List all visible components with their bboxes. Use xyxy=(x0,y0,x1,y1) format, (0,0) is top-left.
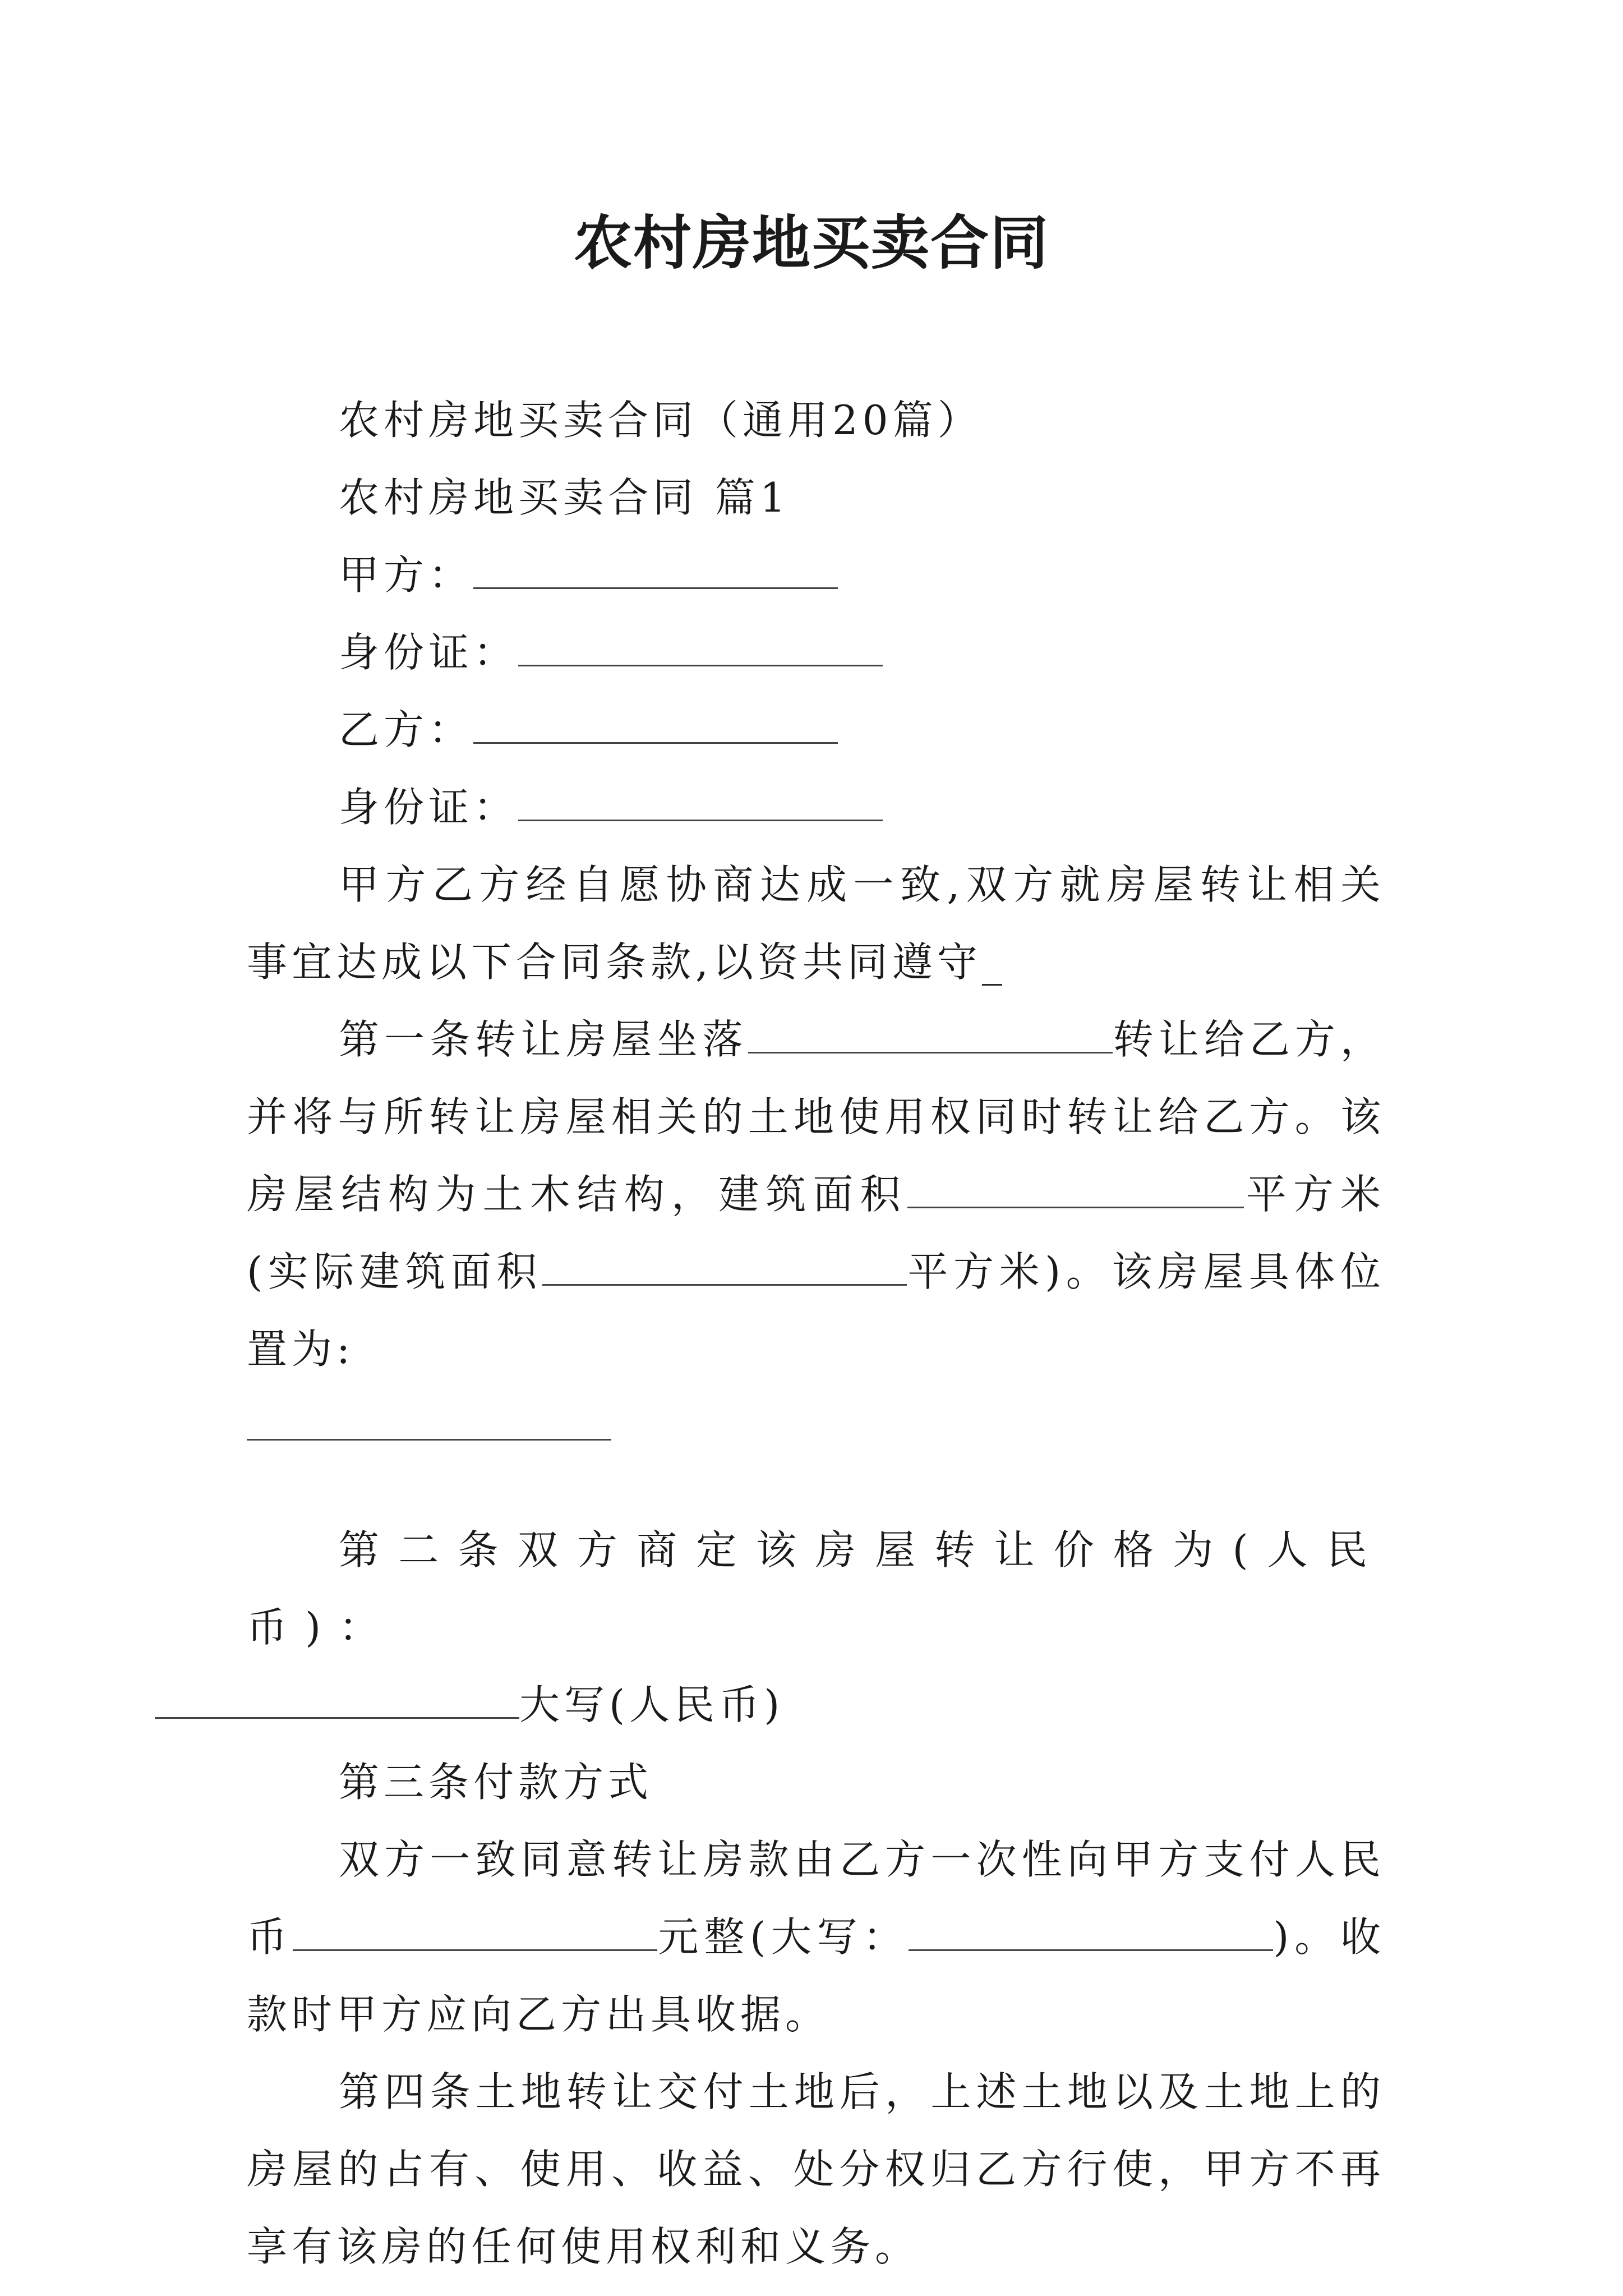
section-heading: 农村房地买卖合同 篇1 xyxy=(339,474,790,521)
article-1-part-a: 第一条转让房屋坐落 xyxy=(339,1016,748,1063)
payment-blank xyxy=(293,1916,657,1951)
position-blank xyxy=(247,1405,611,1441)
article-3-part-a: 双方一致同意转让房款由乙方一次性向甲方支付人民币 xyxy=(247,1836,1385,1961)
article-1 xyxy=(247,1001,1385,1388)
party-a-id-line xyxy=(247,614,1385,691)
article-1-part-c: 平方米(实际建筑面积 xyxy=(247,1171,1385,1295)
article-3-part-c: )。收款时甲方应向乙方出具收据。 xyxy=(247,1913,1385,2038)
article-2 xyxy=(247,1511,1385,1743)
party-a-id-blank xyxy=(518,631,883,666)
party-a-line xyxy=(247,536,1385,614)
location-blank xyxy=(748,1018,1113,1053)
area-blank xyxy=(907,1173,1244,1208)
party-b-label: 乙方： xyxy=(339,706,474,753)
collection-heading: 农村房地买卖合同（通用20篇） xyxy=(339,397,983,444)
payment-words-blank xyxy=(909,1916,1273,1951)
article-1-part-b: 转让给乙方，并将与所转让房屋相关的土地使用权同时转让给乙方。该房屋结构为土木结构，建筑面积 xyxy=(247,1016,1385,1218)
document-body xyxy=(247,381,1385,2285)
article-3-part-b: 元整(大写： xyxy=(657,1913,909,1961)
article-2-part-a: 第二条双方商定该房屋转让价格为(人民币)： xyxy=(247,1526,1385,1651)
actual-area-blank xyxy=(542,1250,907,1286)
position-line xyxy=(247,1388,1385,1465)
article-4: 第四条土地转让交付土地后，上述土地以及土地上的房屋的占有、使用、收益、处分权归乙方行使，甲方不再享有该房的任何使用权利和义务。 xyxy=(247,2068,1385,2270)
article-3-title: 第三条付款方式 xyxy=(339,1759,653,1806)
intro-paragraph: 甲方乙方经自愿协商达成一致,双方就房屋转让相关事宜达成以下合同条款,以资共同遵守_ xyxy=(247,861,1385,986)
party-a-id-label: 身份证： xyxy=(339,629,519,676)
article-2-part-b: 大写(人民币) xyxy=(519,1681,785,1728)
party-b-id-line xyxy=(247,769,1385,846)
spacer xyxy=(247,1465,1385,1511)
party-a-blank xyxy=(473,554,838,589)
article-1-part-d: 平方米)。该房屋具体位置为: xyxy=(247,1248,1385,1373)
party-b-id-blank xyxy=(518,786,883,821)
party-b-id-label: 身份证： xyxy=(339,784,519,831)
party-b-blank xyxy=(473,708,838,744)
document-title: 农村房地买卖合同 xyxy=(573,208,1049,277)
party-b-line xyxy=(247,691,1385,769)
article-3 xyxy=(247,1821,1385,2053)
price-blank xyxy=(155,1683,519,1719)
party-a-label: 甲方： xyxy=(339,551,474,599)
